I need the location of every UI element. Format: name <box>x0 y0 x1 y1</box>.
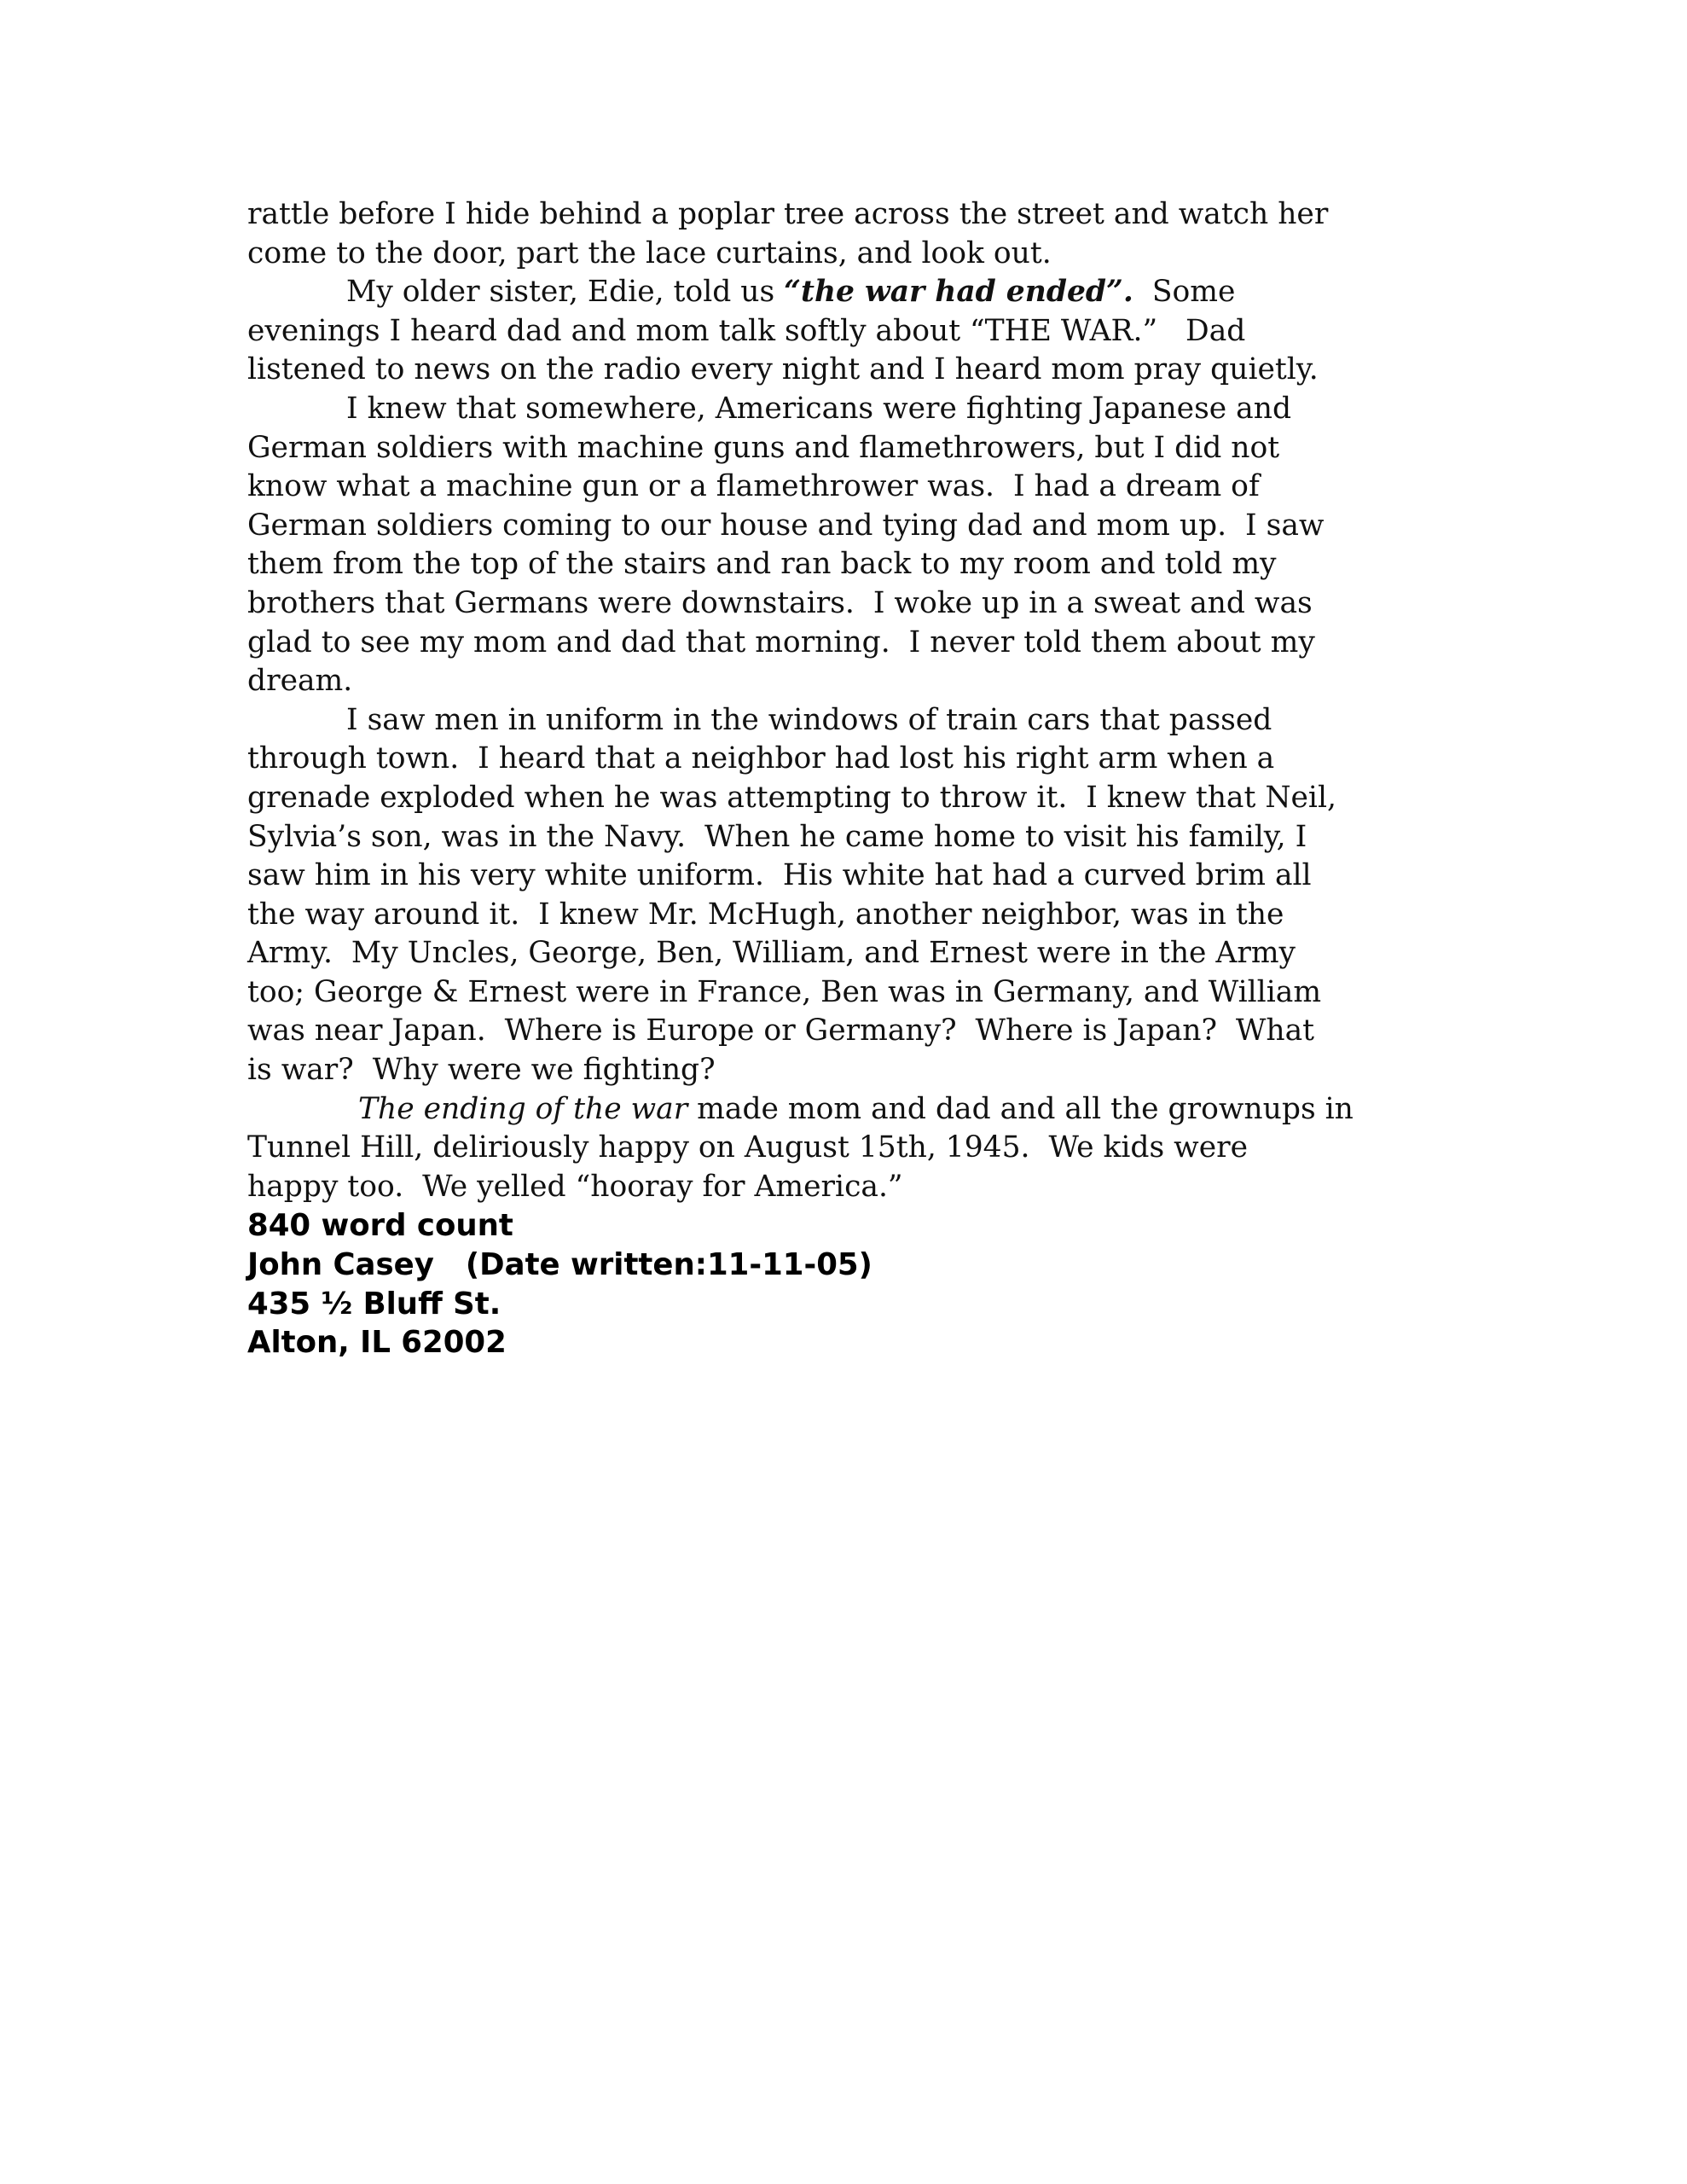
text-line: through town. I heard that a neighbor had lost his right arm when a <box>247 741 1275 776</box>
street-address: 435 ½ Bluff St. <box>247 1286 501 1321</box>
text-line: happy too. We yelled “hooray for America.” <box>247 1169 903 1204</box>
text-line: brothers that Germans were downstairs. I woke up in a sweat and was <box>247 585 1313 620</box>
emphasized-quote: “the war had ended”. <box>784 275 1133 310</box>
text-line: know what a machine gun or a flamethrower was. I had a dream of <box>247 469 1260 504</box>
text-line: Tunnel Hill, deliriously happy on August 15th, 1945. We kids were <box>247 1130 1249 1165</box>
text-line: come to the door, part the lace curtains, and look out. <box>247 235 1052 270</box>
text-run: I knew that somewhere, Americans were fighting Japanese and <box>346 391 1292 426</box>
text-run: I saw men in uniform in the windows of train cars that passed <box>346 702 1272 737</box>
text-line <box>247 701 1458 741</box>
essay-text <box>247 195 1458 1362</box>
author-line: John Casey (Date written:11-11-05) <box>247 1247 872 1283</box>
paragraph <box>247 195 1458 273</box>
text-line <box>247 390 1458 429</box>
text-line: evenings I heard dad and mom talk softly about “THE WAR.” Dad <box>247 313 1246 348</box>
paragraph <box>247 273 1458 390</box>
paragraph <box>247 1090 1458 1207</box>
text-line: dream. <box>247 664 353 699</box>
text-line: them from the top of the stairs and ran back to my room and told my <box>247 547 1277 582</box>
text-line: Army. My Uncles, George, Ben, William, and Ernest were in the Army <box>247 936 1296 971</box>
text-line: rattle before I hide behind a poplar tree across the street and watch her <box>247 197 1329 231</box>
text-line <box>247 1090 1458 1130</box>
city-address: Alton, IL 62002 <box>247 1325 507 1361</box>
word-count: 840 word count <box>247 1208 513 1244</box>
text-line: was near Japan. Where is Europe or Germany? Where is Japan? What <box>247 1014 1315 1048</box>
text-run: My older sister, Edie, told us <box>346 275 785 310</box>
emphasized-phrase: The ending of the war <box>358 1091 688 1126</box>
text-line: is war? Why were we fighting? <box>247 1053 716 1088</box>
paragraph <box>247 701 1458 1090</box>
text-line: saw him in his very white uniform. His white hat had a curved brim all <box>247 858 1312 893</box>
text-line: Sylvia’s son, was in the Navy. When he came home to visit his family, I <box>247 819 1307 854</box>
text-line: German soldiers with machine guns and flamethrowers, but I did not <box>247 430 1280 465</box>
text-line: German soldiers coming to our house and tying dad and mom up. I saw <box>247 508 1325 543</box>
text-line <box>247 273 1458 312</box>
text-line: too; George & Ernest were in France, Ben was in Germany, and William <box>247 974 1322 1009</box>
text-line: glad to see my mom and dad that morning. I never told them about my <box>247 624 1315 659</box>
paragraph <box>247 390 1458 701</box>
text-run: Some <box>1133 275 1236 310</box>
text-run: made mom and dad and all the grownups in <box>687 1091 1354 1126</box>
text-line: the way around it. I knew Mr. McHugh, another neighbor, was in the <box>247 897 1284 932</box>
signature-block <box>247 1206 1458 1362</box>
text-line: grenade exploded when he was attempting to throw it. I knew that Neil, <box>247 780 1336 815</box>
text-line: listened to news on the radio every night and I heard mom pray quietly. <box>247 352 1319 387</box>
